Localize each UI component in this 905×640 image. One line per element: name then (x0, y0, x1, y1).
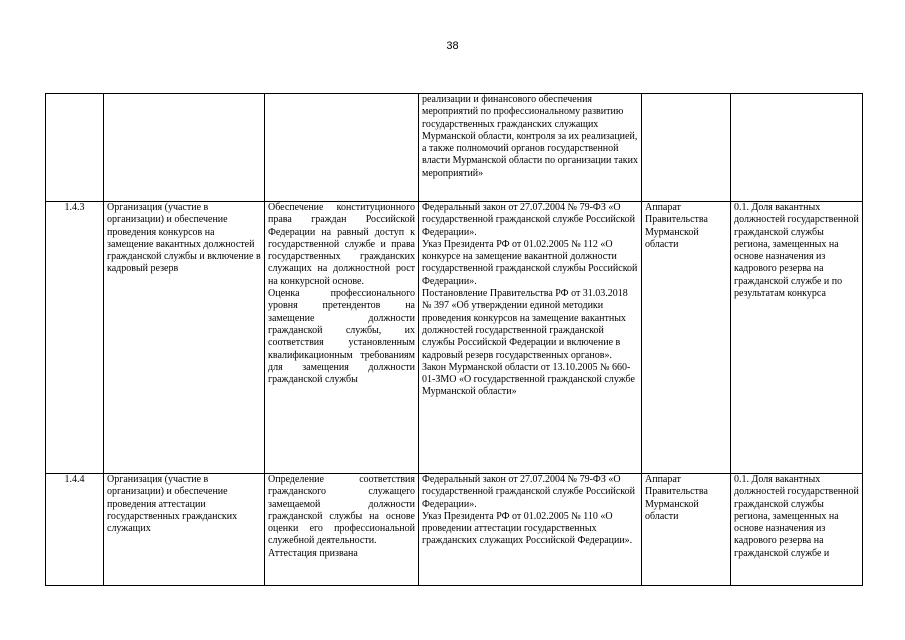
activity-cell: Организация (участие в организации) и обеспечение проведения конкурсов на замещение вакантных должностей гражданской службы и включение в кадровый резерв (104, 202, 265, 474)
indicator-cell: 0.1. Доля вакантных должностей государственной гражданской службы региона, замещенных на основе назначения из кадрового резерва на гражданской службе и по результатам конкурса (731, 202, 863, 474)
document-table (45, 93, 863, 586)
content-cell: Обеспечение конституционного права граждан Российской Федерации на равный доступ к государственной службе и права государственных гражданских служащих на должностной рост на конкурсной основе. Оценка профессионального уровня претендентов на замещение должности гражданской службы, их соответствия установленным квалификационным требованиям для замещения должности гражданской службы (265, 202, 419, 474)
row-number-cell (46, 94, 104, 202)
executor-cell: Аппарат Правительства Мурманской области (642, 202, 731, 474)
executor-cell (642, 94, 731, 202)
legal-basis-cell: реализации и финансового обеспечения мероприятий по профессиональному развитию государственных гражданских служащих Мурманской области, контроля за их реализацией, а также полномочий органов государственной власти Мурманской области по организации таких мероприятий» (419, 94, 642, 202)
table-row (46, 202, 863, 474)
indicator-cell: 0.1. Доля вакантных должностей государственной гражданской службы региона, замещенных на основе назначения из кадрового резерва на гражданской службе и (731, 474, 863, 586)
page-number: 38 (446, 40, 459, 52)
table-row (46, 94, 863, 202)
executor-cell: Аппарат Правительства Мурманской области (642, 474, 731, 586)
legal-basis-cell: Федеральный закон от 27.07.2004 № 79-ФЗ «О государственной гражданской службе Российской Федерации». Указ Президента РФ от 01.02.2005 № 110 «О проведении аттестации государственных гражданских служащих Российской Федерации». (419, 474, 642, 586)
content-cell (265, 94, 419, 202)
activity-cell (104, 94, 265, 202)
content-cell: Определение соответствия гражданского служащего замещаемой должности гражданской службы на основе оценки его профессиональной служебной деятельности. Аттестация призвана (265, 474, 419, 586)
row-number-cell: 1.4.3 (46, 202, 104, 474)
legal-basis-cell: Федеральный закон от 27.07.2004 № 79-ФЗ «О государственной гражданской службе Российской Федерации». Указ Президента РФ от 01.02.2005 № 112 «О конкурсе на замещение вакантной должности государственной гражданской службы Российской Федерации». Постановление Правительства РФ от 31.03.2018 № 397 «Об утверждении единой методики проведения конкурсов на замещение вакантных должностей государственной гражданской службы Российской Федерации и включение в кадровый резерв государственных органов». Закон Мурманской области от 13.10.2005 № 660-01-ЗМО «О государственной гражданской службе Мурманской области» (419, 202, 642, 474)
indicator-cell (731, 94, 863, 202)
activity-cell: Организация (участие в организации) и обеспечение проведения аттестации государственных гражданских служащих (104, 474, 265, 586)
table-row (46, 474, 863, 586)
row-number-cell: 1.4.4 (46, 474, 104, 586)
